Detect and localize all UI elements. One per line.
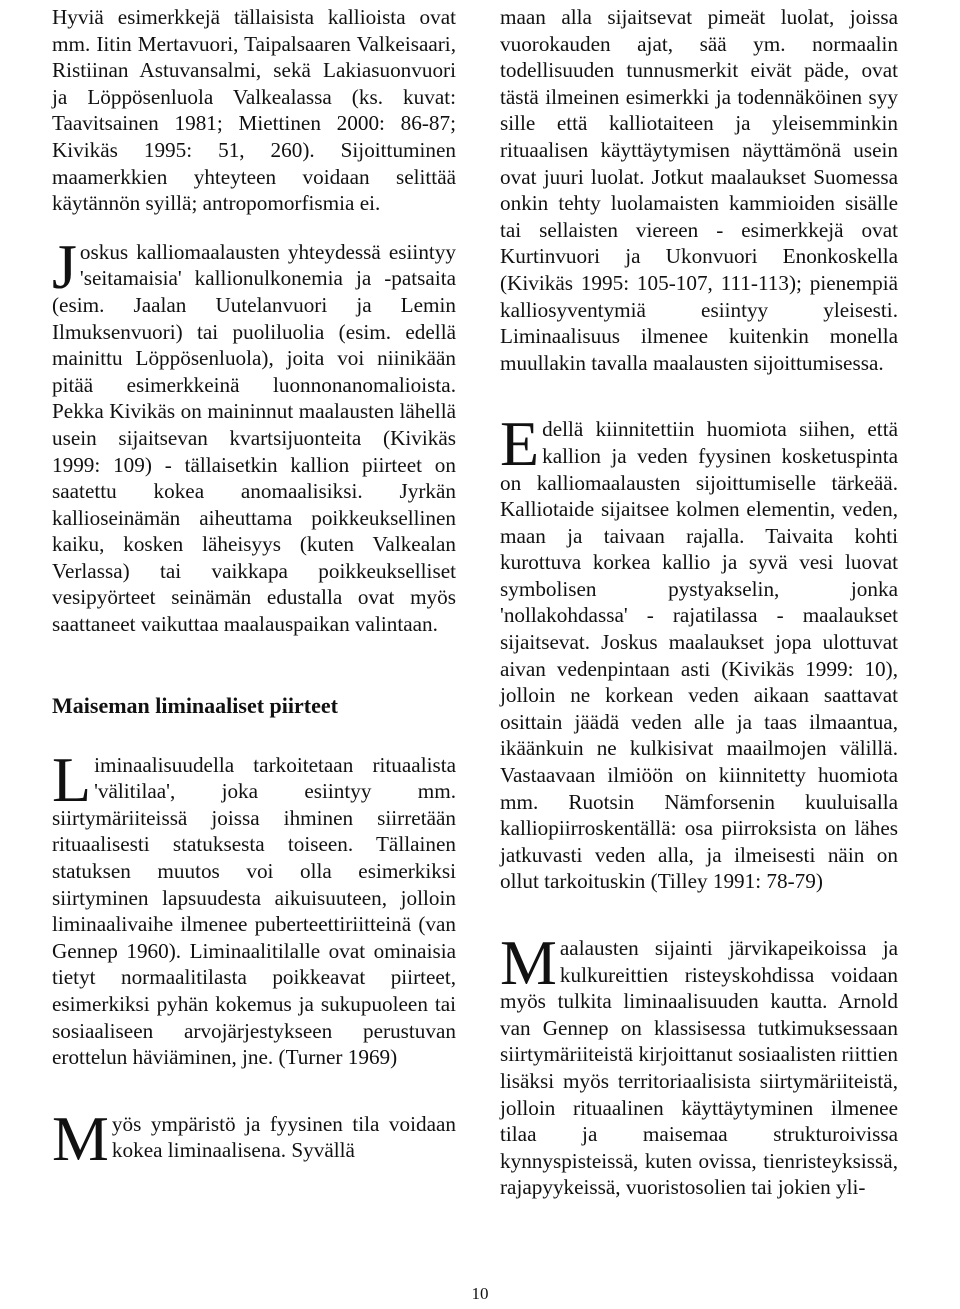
paragraph-seita-formations: Joskus kalliomaalausten yhteydessä esiintyy 'seitamaisia' kallionulkonemia ja -patsaita (esim. Jaalan Uutelanvuori ja Lemin Ilmuksenvuori) tai puoliluolia (esim. edellä mainittu Löppösenluola), joita voi niinikään pitää esimerkkeinä luonnonanomalioista. Pekka Kivikäs on maininnut maalausten lähellä usein sijaitsevan kvartsijuonteita (Kivikäs 1999: 109) - tällaisetkin kallion piirteet on saatettu kokea anomaalisiksi. Jyrkän kallioseinämän aiheuttama poikkeuksellinen kaiku, kosken läheisyys (kuten Valkealan Verlassa) tai vaikkapa poikkeukselliset vesipyörteet seinämän edustalla ovat myös saattaneet vaikuttaa maalauspaikan valintaan. (52, 230, 456, 637)
right-column (500, 4, 898, 1201)
section-heading: Maiseman liminaaliset piirteet (52, 692, 338, 718)
paragraph-caves: maan alla sijaitsevat pimeät luolat, joissa vuorokauden ajat, sää ym. normaalin todellisuuden tunnusmerkit eivät päde, ovat tästä ilmeinen esimerkki ja todennäköinen syy sille että kalliotaiteen ja yleisemminkin rituaalisen käyttäytymisen näyttämönä usein ovat juuri luolat. Jotkut maalaukset Suomessa onkin tehty luolamaisten kammioiden sisälle tai sellaisten viereen - esimerkkejä ovat Kurtinvuori ja Ukonvuori Enonkoskella (Kivikäs 1995: 105-107, 111-113); pienempiä kalliosyventymiä esiintyy yleisesti. Liminaalisuus ilmenee kuitenkin monella muullakin tavalla maalausten sijoittumisessa. (500, 5, 898, 375)
paragraph-environment: Myös ympäristö ja fyysinen tila voidaan kokea liminaalisena. Syvällä (52, 1102, 456, 1174)
paragraph-liminality: Liminaalisuudella tarkoitetaan rituaalista 'välitilaa', joka esiintyy mm. siirtymäriiteissä joissa ihminen siirretään rituaalisesti statuksesta toiseen. Tällainen statuksen muutos voi olla esimerkiksi siirtyminen lapsuudesta aikuisuuteen, jolloin liminaalivaihe ilmenee puberteettiriitteinä (van Gennep 1960). Liminaalitilalle ovat ominaisia tietyt normaalitilasta poikkeavat piirteet, esimerkiksi pyhän kokemus ja sukupuoleen tai sosiaaliseen arvojärjestykseen perustuvan erottelun häviäminen, jne. (Turner 1969) (52, 743, 456, 1070)
paragraph-narrows: Maalausten sijainti järvikapeikoissa ja kulkureittien risteyskohdissa voidaan myös tulkita liminaalisuuden kautta. Arnold van Gennep on klassisessa tutkimuksessaan siirtymäriiteistä kirjoittanut sosiaalisten riittien lisäksi myös territoriaalisista siirtymäriiteistä, jolloin rituaalinen käyttäytyminen ilmenee tilaa ja maisemaa strukturoivissa kynnyspisteissä, kuten ovissa, tienristeyksissä, rajapyykeissä, vuoristosolien tai jokien yli- (500, 927, 898, 1200)
paragraph-rock-examples: Hyviä esimerkkejä tällaisista kallioista ovat mm. Iitin Mertavuori, Taipalsaaren Valkeisaari, Ristiinan Astuvansalmi, sekä Lakiasuonvuori ja Löppösenluola Valkealassa (ks. kuvat: Taavitsainen 1981; Miettinen 2000: 86-87; Kivikäs 1995: 51, 260). Sijoittuminen maamerkkien yhteyteen voidaan selittää käytännön syillä; antropomorfismia ei. (52, 5, 456, 216)
left-column (52, 4, 456, 1174)
page-number: 10 (471, 1284, 489, 1303)
paragraph-water-boundary: Edellä kiinnitettiin huomiota siihen, että kallion ja veden fyysinen kosketuspinta on kalliomaalausten sijoittumiselle tärkeää. Kalliotaide sijaitsee kolmen elementin, veden, maan ja taivaan rajalla. Taivaita kohti kurottuva korkea kallio ja syvä vesi luovat symbolisen pystyakselin, jonka 'nollakohdassa' - rajatilassa - maalaukset sijaitsevat. Joskus maalaukset jopa ulottuvat aivan vedenpintaan asti (Kivikäs 1999: 10), jolloin ne korkean veden aikaan saattavat osittain jäädä veden alle ja taas ilmaantua, ikäänkuin ne kulkisivat maailmojen välillä. Vastaavaan ilmiöön on kiinnitetty huomiota mm. Ruotsin Nämforsenin kuuluisalla kalliopiirroskentällä: osa piirroksista on lähes jatkuvasti veden alla, ja ilmeisesti näin on ollut tarkoituskin (Tilley 1991: 78-79) (500, 408, 898, 894)
